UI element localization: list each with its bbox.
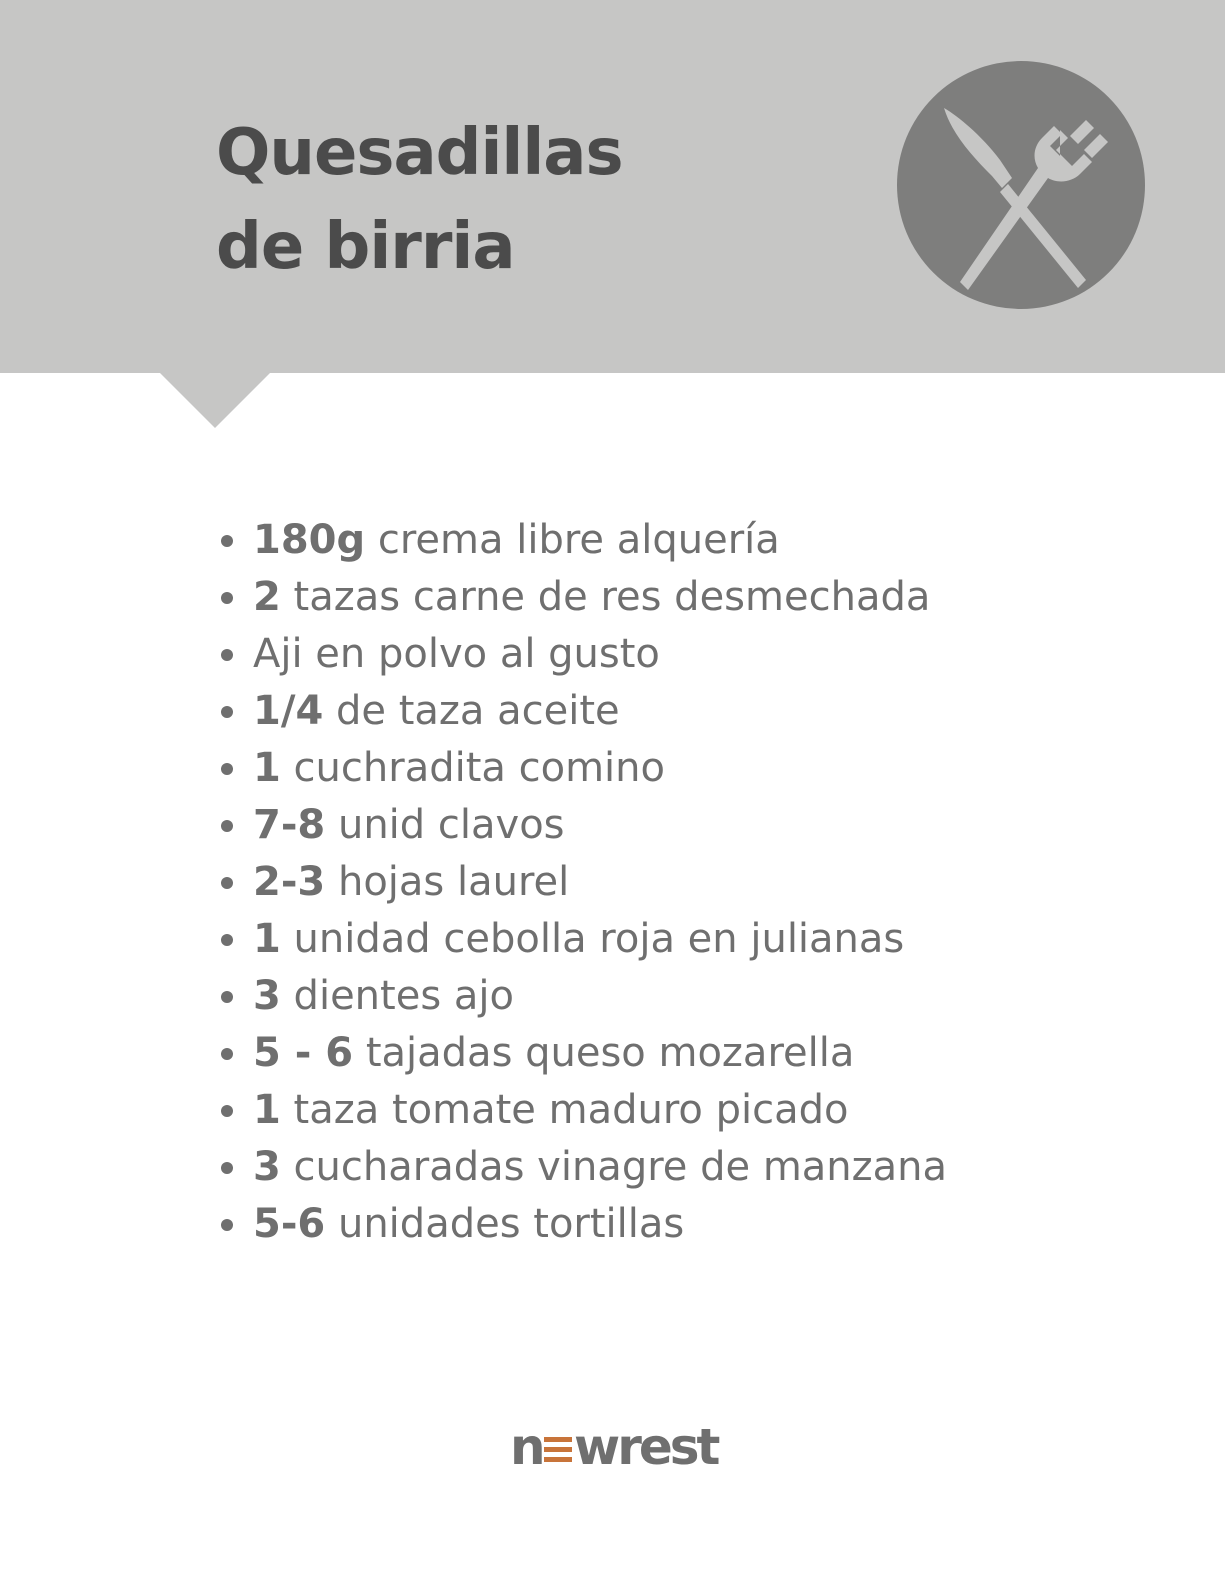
bullet-icon (221, 877, 233, 889)
ingredient-quantity: 7-8 (253, 802, 326, 848)
bullet-icon (221, 820, 233, 832)
ingredient-item (216, 683, 947, 740)
ingredient-item (216, 1196, 947, 1253)
ingredient-text: Aji en polvo al gusto (253, 631, 660, 677)
ingredient-text: de taza aceite (323, 688, 620, 734)
ingredient-text: cuchradita comino (280, 745, 665, 791)
ingredient-text: unidades tortillas (325, 1201, 685, 1247)
ingredient-quantity: 1/4 (253, 688, 324, 734)
ingredient-quantity: 2-3 (253, 859, 326, 905)
ingredient-item (216, 1139, 947, 1196)
ingredient-item (216, 626, 947, 683)
recipe-title (216, 106, 623, 294)
recipe-title-line-2: de birria (216, 210, 515, 284)
ingredient-text: cucharadas vinagre de manzana (280, 1144, 948, 1190)
ingredient-text: hojas laurel (325, 859, 570, 905)
ingredient-item (216, 1025, 947, 1082)
ingredient-item (216, 1082, 947, 1139)
bullet-icon (221, 991, 233, 1003)
ingredient-list (216, 512, 947, 1253)
header-pointer (159, 372, 271, 428)
ingredient-quantity: 5 - 6 (253, 1030, 354, 1076)
ingredient-item (216, 512, 947, 569)
bullet-icon (221, 1162, 233, 1174)
ingredient-item (216, 911, 947, 968)
ingredient-text: taza tomate maduro picado (280, 1087, 849, 1133)
ingredient-quantity: 3 (253, 1144, 281, 1190)
ingredient-item (216, 797, 947, 854)
ingredient-text: dientes ajo (280, 973, 514, 1019)
brand-logo (510, 1415, 720, 1475)
recipe-title-line-1: Quesadillas (216, 116, 623, 190)
ingredient-quantity: 3 (253, 973, 281, 1019)
bullet-icon (221, 649, 233, 661)
bullet-icon (221, 1105, 233, 1117)
ingredient-item (216, 854, 947, 911)
ingredient-quantity: 1 (253, 916, 281, 962)
ingredient-text: unidad cebolla roja en julianas (280, 916, 905, 962)
bullet-icon (221, 763, 233, 775)
ingredient-item (216, 569, 947, 626)
svg-text:wrest: wrest (574, 1418, 718, 1475)
ingredient-quantity: 5-6 (253, 1201, 326, 1247)
bullet-icon (221, 1219, 233, 1231)
ingredient-text: crema libre alquería (365, 517, 780, 563)
ingredient-quantity: 1 (253, 745, 281, 791)
svg-text:n: n (510, 1418, 544, 1475)
ingredient-item (216, 968, 947, 1025)
fork-and-knife-icon (896, 60, 1146, 310)
ingredient-quantity: 2 (253, 574, 281, 620)
bullet-icon (221, 934, 233, 946)
ingredient-quantity: 1 (253, 1087, 281, 1133)
bullet-icon (221, 592, 233, 604)
ingredient-text: tajadas queso mozarella (353, 1030, 855, 1076)
ingredient-text: tazas carne de res desmechada (280, 574, 931, 620)
ingredient-text: unid clavos (325, 802, 565, 848)
ingredient-quantity: 180g (253, 517, 366, 563)
ingredient-item (216, 740, 947, 797)
recipe-header (0, 0, 1225, 373)
bullet-icon (221, 1048, 233, 1060)
bullet-icon (221, 706, 233, 718)
bullet-icon (221, 535, 233, 547)
